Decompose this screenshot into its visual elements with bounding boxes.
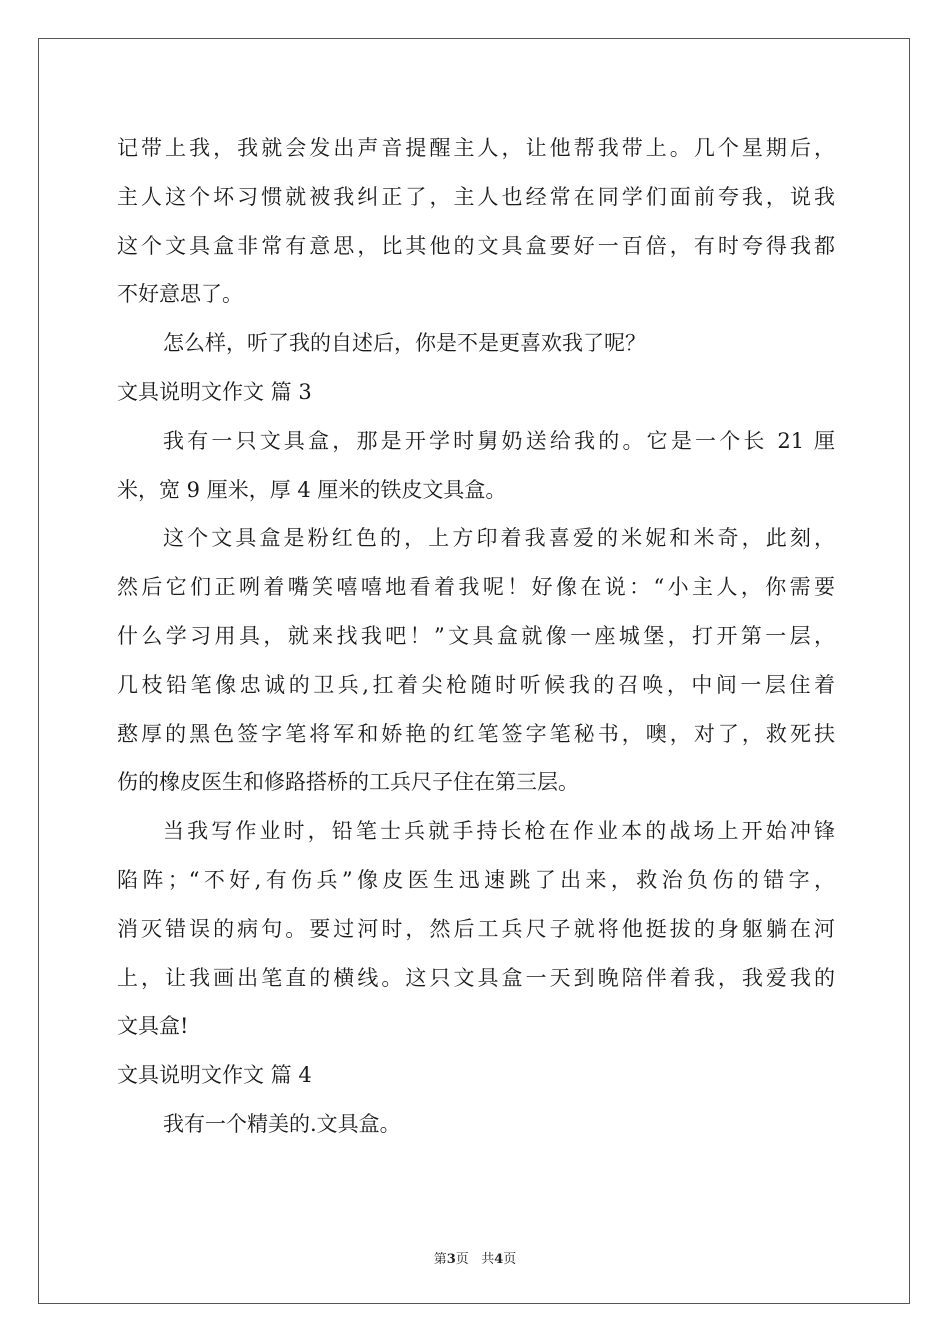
text-line: 上，让我画出笔直的横线。这只文具盒一天到晚陪伴着我，我爱我的: [117, 965, 835, 990]
total-pages-number: 4: [494, 1252, 504, 1267]
page-footer: [0, 1248, 950, 1267]
text-line: 我有一个精美的.文具盒。: [163, 1111, 401, 1136]
text-line: 怎么样，听了我的自述后，你是不是更喜欢我了呢？: [163, 331, 646, 356]
document-body: [117, 124, 835, 1149]
text-line: 主人这个坏习惯就被我纠正了，主人也经常在同学们面前夸我，说我: [117, 184, 835, 209]
text-line: 米，宽 9 厘米，厚 4 厘米的铁皮文具盒。: [117, 477, 507, 502]
text-line: 这个文具盒非常有意思，比其他的文具盒要好一百倍，有时夸得我都: [117, 233, 835, 258]
footer-total-prefix: 共: [481, 1252, 495, 1267]
footer-prefix: 第: [433, 1252, 447, 1267]
text-line: 不好意思了。: [117, 282, 243, 307]
text-line: 几枝铅笔像忠诚的卫兵,扛着尖枪随时听候我的召唤，中间一层住着: [117, 672, 835, 697]
text-line: 记带上我，我就会发出声音提醒主人，让他帮我带上。几个星期后，: [117, 136, 835, 160]
footer-total-unit: 页: [503, 1252, 517, 1267]
text-line: 当我写作业时，铅笔士兵就手持长枪在作业本的战场上开始冲锋: [163, 819, 835, 844]
text-line: 消灭错误的病句。要过河时，然后工兵尺子就将他挺拔的身躯躺在河: [117, 916, 835, 941]
text-line: 然后它们正咧着嘴笑嘻嘻地看着我呢！好像在说：“小主人，你需要: [117, 575, 835, 600]
text-line: 这个文具盒是粉红色的，上方印着我喜爱的米妮和米奇，此刻，: [163, 526, 835, 551]
text-line: 文具盒!: [117, 1014, 189, 1039]
text-line: 陷阵；“不好,有伤兵”像皮医生迅速跳了出来，救治负伤的错字，: [117, 867, 835, 892]
text-line: 伤的橡皮医生和修路搭桥的工兵尺子住在第三层。: [117, 770, 579, 795]
section-heading: 文具说明文作文 篇 4: [117, 1063, 312, 1088]
text-line: 憨厚的黑色签字笔将军和娇艳的红笔签字笔秘书，噢，对了，救死扶: [117, 721, 835, 746]
footer-page-unit: 页: [455, 1252, 469, 1267]
text-line: 我有一只文具盒，那是开学时舅奶送给我的。它是一个长 21 厘: [163, 428, 835, 453]
text-line: 什么学习用具，就来找我吧！”文具盒就像一座城堡，打开第一层，: [117, 623, 835, 648]
section-heading: 文具说明文作文 篇 3: [117, 379, 312, 404]
current-page-number: 3: [446, 1252, 456, 1267]
